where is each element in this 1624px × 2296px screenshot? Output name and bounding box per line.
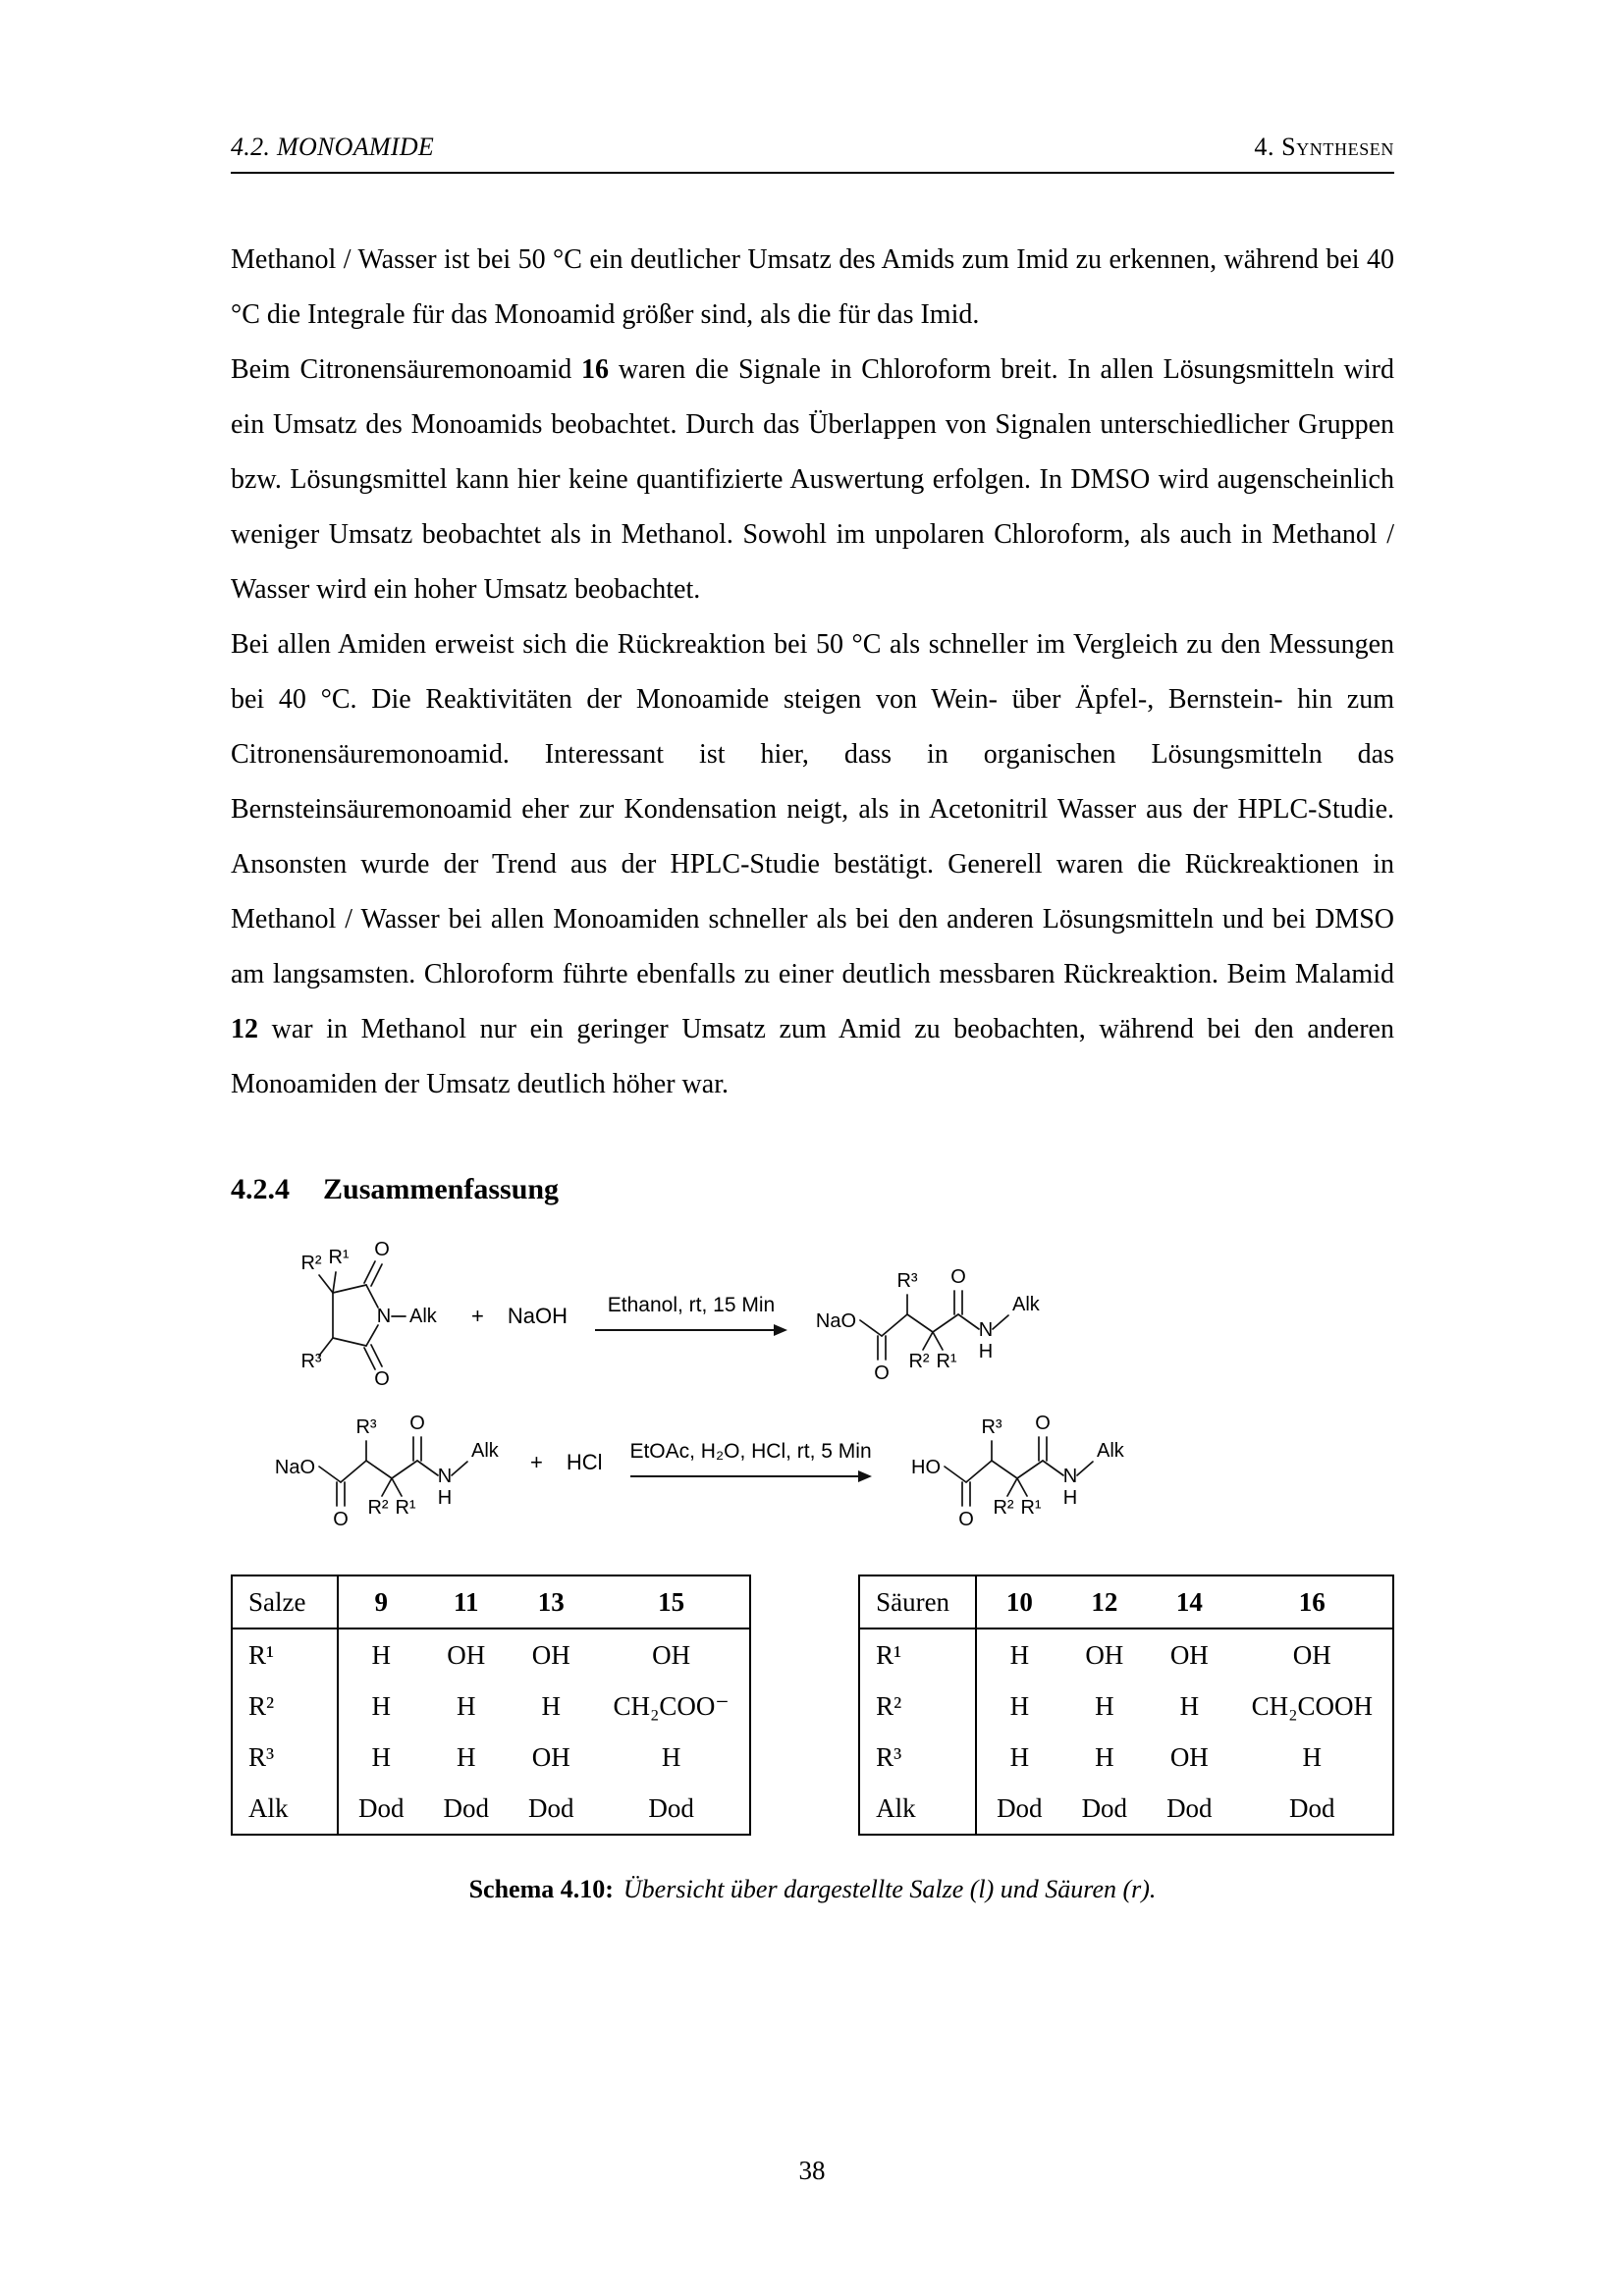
table-cell: OH xyxy=(531,1639,570,1670)
table-row xyxy=(859,1629,1393,1681)
table-header-cell: 10 xyxy=(976,1575,1062,1629)
table-cell: Dod xyxy=(1081,1792,1128,1823)
table-row xyxy=(232,1783,750,1835)
table-cell: OH xyxy=(1169,1639,1209,1670)
section-number: 4.2.4 xyxy=(231,1173,290,1205)
table-cell: Dod xyxy=(1289,1792,1335,1823)
open-chain-salt-structure xyxy=(811,1248,1052,1385)
table-cell: H xyxy=(371,1690,391,1721)
row-label-cell: Alk xyxy=(859,1783,976,1835)
reaction-arrow xyxy=(587,1294,795,1339)
table-header-cell: 13 xyxy=(509,1575,594,1629)
table-header-cell: 9 xyxy=(338,1575,424,1629)
hydroxy-label: HO xyxy=(910,1457,941,1478)
reagent-label: NaOH xyxy=(507,1303,568,1328)
plus-sign: + xyxy=(530,1450,543,1474)
tables-row xyxy=(231,1575,1394,1836)
r2-label: R² xyxy=(908,1350,930,1372)
table-cell: H xyxy=(457,1741,476,1772)
table-cell: OH xyxy=(531,1741,570,1772)
h-label: H xyxy=(1062,1487,1077,1509)
table-cell: H xyxy=(1009,1690,1030,1721)
table-row xyxy=(232,1681,750,1732)
nitrogen-label: N xyxy=(437,1466,453,1487)
table-row xyxy=(859,1783,1393,1835)
table-header-row xyxy=(859,1575,1393,1629)
r2-label: R² xyxy=(300,1253,322,1274)
section-title: Zusammenfassung xyxy=(323,1173,560,1205)
running-head-section: 4.2. MONOAMIDE xyxy=(231,133,435,161)
r1-label: R¹ xyxy=(1019,1497,1042,1519)
succinimide-structure xyxy=(270,1240,452,1392)
reaction-2 xyxy=(270,1394,1394,1531)
r3-label: R³ xyxy=(300,1351,322,1372)
table-row xyxy=(859,1681,1393,1732)
table-cell: OH xyxy=(1292,1639,1331,1670)
salts-table xyxy=(231,1575,751,1836)
table-cell: OH xyxy=(1169,1741,1209,1772)
table-cell: H xyxy=(371,1741,391,1772)
oxygen-label: O xyxy=(374,1368,390,1390)
table-cell: Dod xyxy=(358,1792,405,1823)
table-cell: CH₂COOH xyxy=(1251,1690,1373,1721)
sodium-oxy-label: NaO xyxy=(274,1457,315,1478)
open-chain-acid-structure xyxy=(895,1394,1136,1531)
table-cell: OH xyxy=(447,1639,486,1670)
row-label-cell: R¹ xyxy=(859,1629,976,1681)
table-cell: H xyxy=(1009,1741,1030,1772)
reagent-label: HCl xyxy=(566,1450,603,1474)
alk-label: Alk xyxy=(409,1306,437,1327)
nitrogen-label: N xyxy=(376,1306,392,1327)
row-label-cell: R³ xyxy=(859,1732,976,1783)
table-cell: H xyxy=(371,1639,391,1670)
caption-text: Übersicht über dargestellte Salze (l) und Säuren (r). xyxy=(623,1875,1157,1903)
table-title-cell: Salze xyxy=(232,1575,338,1629)
paragraph: Beim Citronensäuremonoamid 16 waren die Signale in Chloroform breit. In allen Lösungsmitteln wird ein Umsatz des Monoamids beobachtet. Durch das Überlappen von Signalen unterschiedlicher Gruppen bzw. Lösungsmittel kann hier keine quantifizierte Auswertung erfolgen. In DMSO wird augenscheinlich weniger Umsatz beobachtet als in Methanol. Sowohl im unpolaren Chloroform, als auch in Methanol / Wasser wird ein hoher Umsatz beobachtet. xyxy=(231,354,1394,605)
oxygen-label: O xyxy=(409,1413,425,1434)
table-header-cell: 16 xyxy=(1232,1575,1393,1629)
r2-label: R² xyxy=(367,1497,389,1519)
table-cell: Dod xyxy=(1166,1792,1213,1823)
table-cell: H xyxy=(1095,1741,1114,1772)
header-rule xyxy=(231,172,1394,174)
reaction-1 xyxy=(270,1240,1394,1392)
table-cell: H xyxy=(1302,1741,1323,1772)
r2-label: R² xyxy=(992,1497,1014,1519)
oxygen-label: O xyxy=(950,1265,966,1288)
reaction-scheme xyxy=(231,1240,1394,1531)
page-content xyxy=(231,0,1394,1904)
table-cell: H xyxy=(1009,1639,1030,1670)
table-cell: H xyxy=(1095,1690,1114,1721)
table-title-cell: Säuren xyxy=(859,1575,976,1629)
oxygen-label: O xyxy=(874,1362,890,1384)
r1-label: R¹ xyxy=(395,1497,416,1519)
plus-sign: + xyxy=(471,1303,484,1328)
r1-label: R¹ xyxy=(328,1247,350,1268)
table-cell: Dod xyxy=(443,1792,489,1823)
row-label-cell: R³ xyxy=(232,1732,338,1783)
nitrogen-label: N xyxy=(1062,1466,1077,1487)
table-header-row xyxy=(232,1575,750,1629)
table-header-cell: 12 xyxy=(1062,1575,1148,1629)
caption-label: Schema 4.10: xyxy=(468,1875,614,1903)
reaction-arrow xyxy=(623,1440,880,1485)
page-number: 38 xyxy=(798,2156,826,2185)
table-cell: CH₂COO⁻ xyxy=(613,1690,730,1721)
row-label-cell: Alk xyxy=(232,1783,338,1835)
table-cell: OH xyxy=(652,1639,691,1670)
oxygen-label: O xyxy=(333,1509,349,1530)
r3-label: R³ xyxy=(896,1269,918,1292)
open-chain-salt-structure xyxy=(270,1394,511,1531)
table-header-cell: 15 xyxy=(594,1575,750,1629)
table-row xyxy=(232,1629,750,1681)
table-row xyxy=(859,1732,1393,1783)
row-label-cell: R² xyxy=(859,1681,976,1732)
reaction-conditions: EtOAc, H₂O, HCl, rt, 5 Min xyxy=(629,1440,872,1463)
table-header-cell: 14 xyxy=(1147,1575,1232,1629)
r1-label: R¹ xyxy=(936,1350,957,1372)
section-heading xyxy=(231,1173,1394,1206)
row-label-cell: R² xyxy=(232,1681,338,1732)
table-cell: H xyxy=(457,1690,476,1721)
table-cell: H xyxy=(661,1741,681,1772)
r3-label: R³ xyxy=(980,1416,1002,1438)
bonds xyxy=(319,1261,406,1369)
table-cell: OH xyxy=(1085,1639,1124,1670)
arrow-icon xyxy=(593,1321,789,1339)
oxygen-label: O xyxy=(1034,1413,1051,1434)
alk-label: Alk xyxy=(1096,1440,1124,1462)
row-label-cell: R¹ xyxy=(232,1629,338,1681)
arrow-icon xyxy=(628,1468,874,1485)
paragraph: Bei allen Amiden erweist sich die Rückreaktion bei 50 °C als schneller im Vergleich zu den Messungen bei 40 °C. Die Reaktivitäten der Monoamide steigen von Wein- über Äpfel-, Bernstein- hin zum Citronensäuremonoamid. Interessant ist hier, dass in organischen Lösungsmitteln das Bernsteinsäuremonoamid eher zur Kondensation neigt, als in Acetonitril Wasser aus der HPLC-Studie. Ansonsten wurde der Trend aus der HPLC-Studie bestätigt. Generell waren die Rückreaktionen in Methanol / Wasser bei allen Monoamiden schneller als bei den anderen Lösungsmitteln und bei DMSO am langsamsten. Chloroform führte ebenfalls zu einer deutlich messbaren Rückreaktion. Beim Malamid 12 war in Methanol nur ein geringer Umsatz zum Amid zu beobachten, während bei den anderen Monoamiden der Umsatz deutlich höher war. xyxy=(231,629,1394,1099)
table-cell: Dod xyxy=(997,1792,1043,1823)
oxygen-label: O xyxy=(957,1509,974,1530)
running-head xyxy=(231,133,1394,162)
r3-label: R³ xyxy=(355,1416,377,1438)
sodium-oxy-label: NaO xyxy=(815,1309,856,1332)
running-head-chapter: 4. Synthesen xyxy=(1254,133,1394,161)
schema-caption xyxy=(231,1875,1394,1904)
paragraph: Methanol / Wasser ist bei 50 °C ein deutlicher Umsatz des Amids zum Imid zu erkennen, während bei 40 °C die Integrale für das Monoamid größer sind, als die für das Imid. xyxy=(231,244,1394,330)
table-row xyxy=(232,1732,750,1783)
acids-table xyxy=(858,1575,1394,1836)
table-cell: H xyxy=(541,1690,561,1721)
table-cell: H xyxy=(1179,1690,1200,1721)
alk-label: Alk xyxy=(471,1440,499,1462)
table-header-cell: 11 xyxy=(424,1575,510,1629)
table-cell: Dod xyxy=(528,1792,574,1823)
oxygen-label: O xyxy=(374,1240,390,1260)
alk-label: Alk xyxy=(1011,1293,1040,1315)
h-label: H xyxy=(437,1487,453,1509)
reaction-conditions: Ethanol, rt, 15 Min xyxy=(607,1293,776,1316)
nitrogen-label: N xyxy=(978,1318,994,1341)
body-text xyxy=(231,233,1394,1112)
table-cell: Dod xyxy=(648,1792,694,1823)
h-label: H xyxy=(978,1340,994,1362)
